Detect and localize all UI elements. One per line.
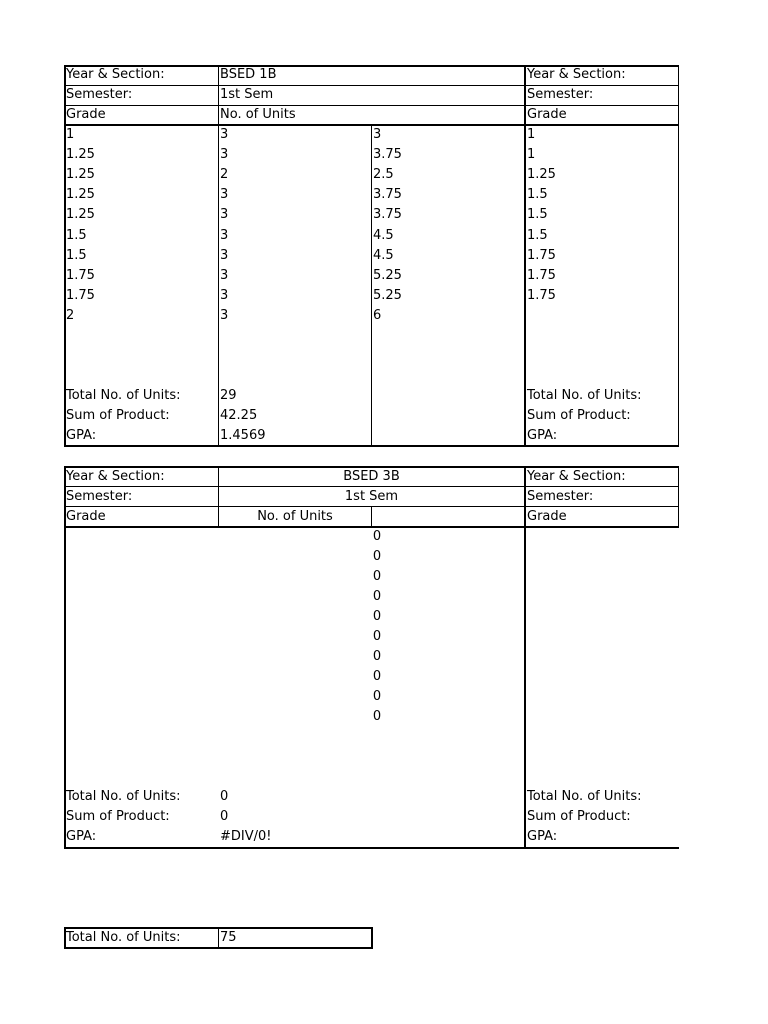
border	[678, 467, 679, 528]
product-cell: 5.25	[373, 288, 402, 303]
product-cell: 0	[372, 609, 382, 624]
border	[678, 66, 679, 446]
sum-product-label: Sum of Product:	[527, 408, 631, 423]
total-units-value: 0	[220, 789, 229, 804]
border	[524, 466, 526, 849]
grade-cell: 1.5	[527, 207, 548, 222]
grade-cell: 1	[527, 127, 536, 142]
sum-product-value: 0	[220, 809, 229, 824]
product-cell: 0	[372, 669, 382, 684]
grade-cell: 1.25	[66, 147, 95, 162]
semester-label: Semester:	[66, 87, 133, 102]
border	[371, 507, 372, 527]
units-cell: 3	[220, 228, 229, 243]
semester-label: Semester:	[66, 489, 133, 504]
units-cell: 3	[220, 268, 229, 283]
grade-cell: 1.5	[527, 228, 548, 243]
border	[371, 927, 373, 949]
grade-header: Grade	[66, 509, 106, 524]
sum-product-label: Sum of Product:	[66, 408, 170, 423]
border	[64, 847, 679, 849]
total-units-label: Total No. of Units:	[66, 388, 181, 403]
product-cell: 6	[373, 308, 382, 323]
year-section-label: Year & Section:	[527, 67, 626, 82]
grade-cell: 1.25	[66, 167, 95, 182]
product-cell: 0	[372, 569, 382, 584]
product-cell: 5.25	[373, 268, 402, 283]
product-cell: 0	[372, 529, 382, 544]
semester-value: 1st Sem	[344, 489, 399, 504]
product-cell: 0	[372, 549, 382, 564]
grade-cell: 1	[527, 147, 536, 162]
year-section-label: Year & Section:	[527, 469, 626, 484]
grade-cell: 1.5	[66, 228, 87, 243]
total-units-label: Total No. of Units:	[66, 789, 181, 804]
product-cell: 3.75	[373, 147, 402, 162]
gpa-label: GPA:	[66, 829, 97, 844]
border	[218, 928, 219, 948]
product-cell: 3	[373, 127, 382, 142]
units-cell: 3	[220, 187, 229, 202]
year-section-value: BSED 3B	[343, 469, 400, 484]
grade-header: Grade	[527, 509, 567, 524]
grade-cell: 1.75	[66, 288, 95, 303]
grade-cell: 1.25	[66, 207, 95, 222]
units-header: No. of Units	[220, 107, 296, 122]
grade-header: Grade	[66, 107, 106, 122]
product-cell: 0	[372, 709, 382, 724]
product-cell: 2.5	[373, 167, 394, 182]
grade-cell: 2	[66, 308, 75, 323]
product-cell: 4.5	[373, 248, 394, 263]
grade-cell: 1	[66, 127, 75, 142]
units-cell: 3	[220, 147, 229, 162]
product-cell: 0	[372, 589, 382, 604]
units-cell: 2	[220, 167, 229, 182]
units-cell: 3	[220, 127, 229, 142]
border	[218, 66, 219, 446]
gpa-label: GPA:	[527, 829, 558, 844]
grade-cell: 1.25	[527, 167, 556, 182]
grand-total-value: 75	[220, 930, 237, 945]
total-units-label: Total No. of Units:	[527, 789, 642, 804]
gpa-label: GPA:	[527, 428, 558, 443]
total-units-label: Total No. of Units:	[527, 388, 642, 403]
semester-value: 1st Sem	[220, 87, 274, 102]
border	[64, 105, 679, 106]
product-cell: 3.75	[373, 207, 402, 222]
year-section-label: Year & Section:	[66, 67, 165, 82]
units-cell: 3	[220, 207, 229, 222]
units-cell: 3	[220, 248, 229, 263]
grade-cell: 1.75	[66, 268, 95, 283]
product-cell: 4.5	[373, 228, 394, 243]
product-cell: 3.75	[373, 187, 402, 202]
border	[524, 65, 526, 447]
product-cell: 0	[372, 689, 382, 704]
product-cell: 0	[372, 629, 382, 644]
total-units-value: 29	[220, 388, 237, 403]
grade-cell: 1.5	[527, 187, 548, 202]
sum-product-label: Sum of Product:	[66, 809, 170, 824]
semester-label: Semester:	[527, 489, 594, 504]
year-section-label: Year & Section:	[66, 469, 165, 484]
sum-product-value: 42.25	[220, 408, 258, 423]
grade-cell: 1.75	[527, 248, 556, 263]
units-cell: 3	[220, 288, 229, 303]
product-cell: 0	[372, 649, 382, 664]
units-cell: 3	[220, 308, 229, 323]
gpa-value: 1.4569	[220, 428, 266, 443]
gpa-label: GPA:	[66, 428, 97, 443]
units-header: No. of Units	[257, 509, 333, 524]
grand-total-label: Total No. of Units:	[66, 930, 181, 945]
sum-product-label: Sum of Product:	[527, 809, 631, 824]
grade-header: Grade	[527, 107, 567, 122]
year-section-value: BSED 1B	[220, 67, 277, 82]
semester-label: Semester:	[527, 87, 594, 102]
border	[371, 125, 372, 446]
grade-cell: 1.75	[527, 288, 556, 303]
grade-cell: 1.5	[66, 248, 87, 263]
grade-cell: 1.25	[66, 187, 95, 202]
grade-cell: 1.75	[527, 268, 556, 283]
gpa-value: #DIV/0!	[220, 829, 272, 844]
